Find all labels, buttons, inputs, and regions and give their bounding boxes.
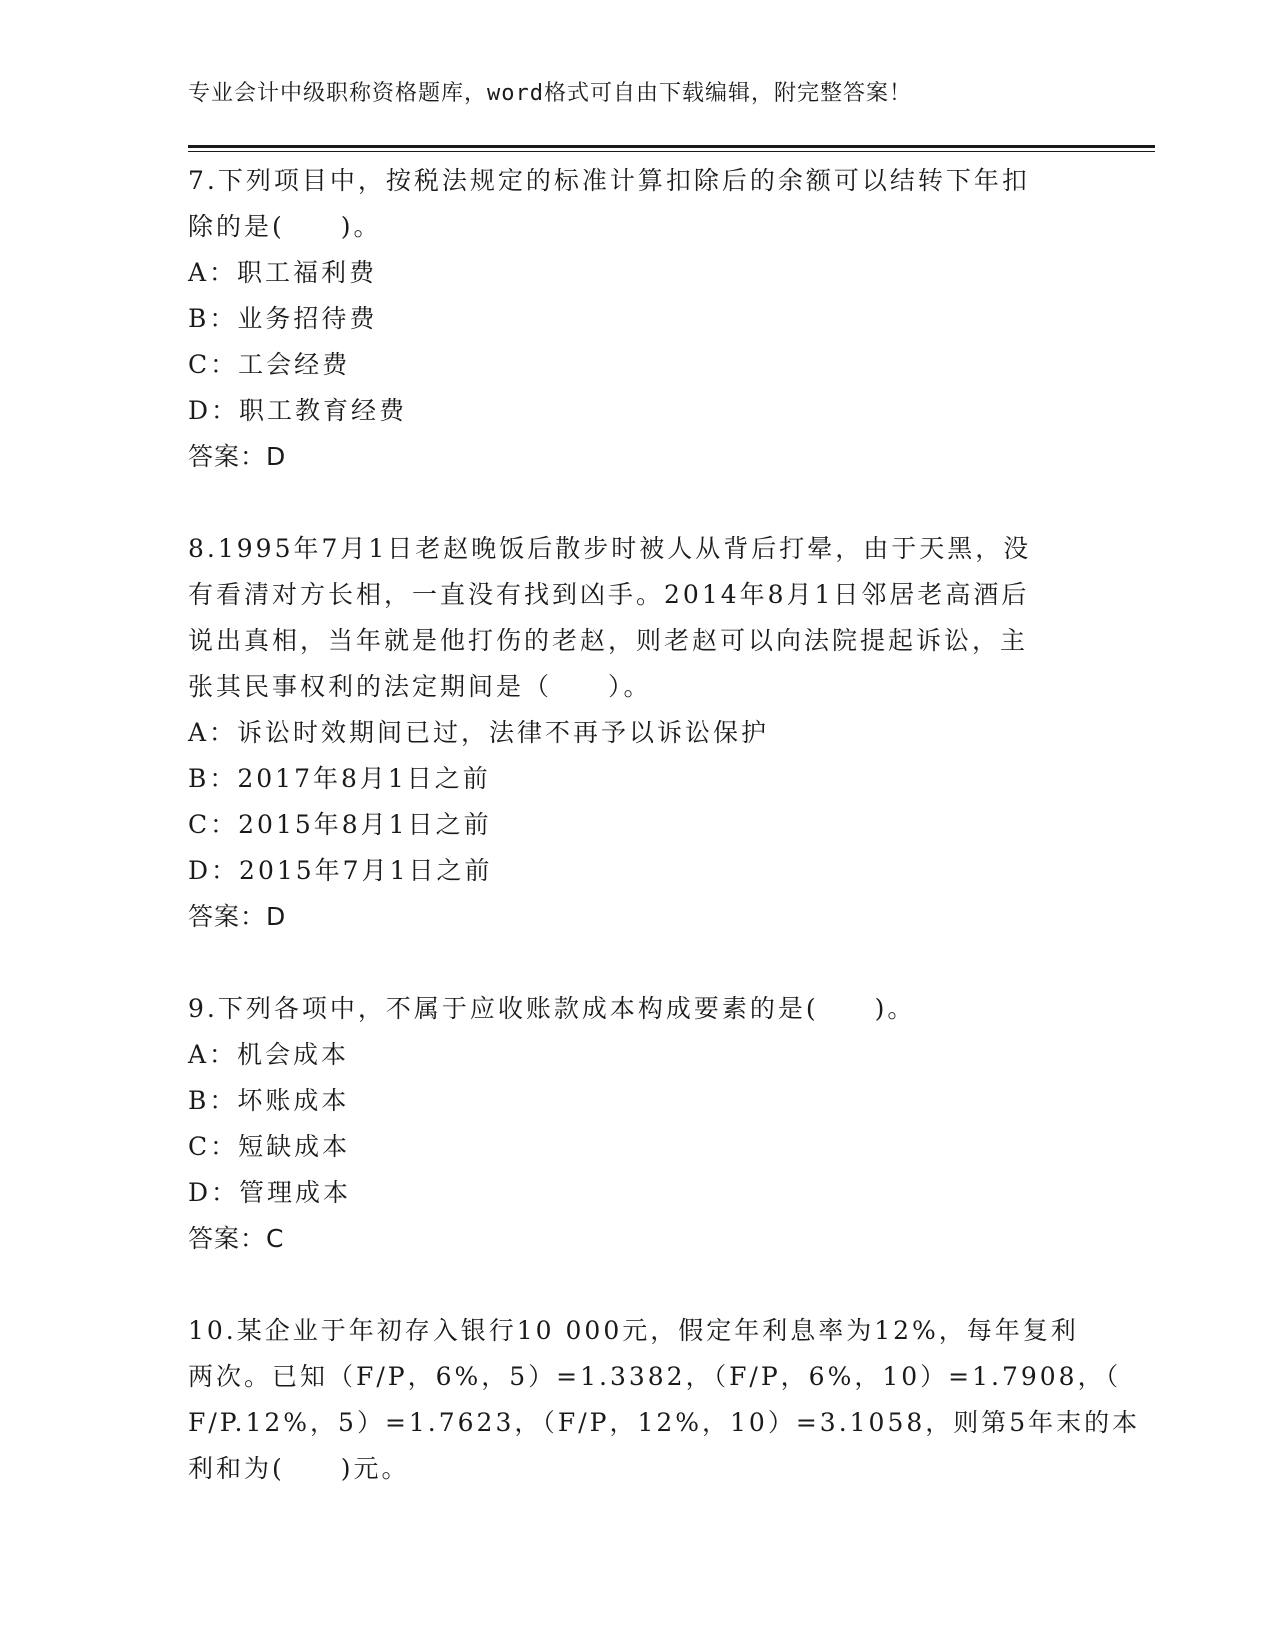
option-d: D：2015年7月1日之前 [188, 856, 493, 885]
question-9 [188, 986, 1088, 1262]
question-stem-line: 两次。已知（F/P，6%，5）=1.3382，（F/P，6%，10）=1.7908，（ [188, 1362, 1122, 1391]
option-a: A：机会成本 [188, 1040, 350, 1069]
answer-line: 答案：D [188, 442, 287, 471]
option-c: C：工会经费 [188, 350, 351, 379]
question-stem-line: 说出真相，当年就是他打伤的老赵，则老赵可以向法院提起诉讼，主 [188, 626, 1029, 655]
option-b: B：业务招待费 [188, 304, 378, 333]
question-stem-line: 张其民事权利的法定期间是（ ）。 [188, 672, 652, 701]
answer-line: 答案：D [188, 902, 287, 931]
question-10 [188, 1308, 1141, 1492]
question-stem-line: 有看清对方长相，一直没有找到凶手。2014年8月1日邻居老高酒后 [188, 580, 1030, 609]
question-stem-line: 10.某企业于年初存入银行10 000元，假定年利息率为12%，每年复利 [188, 1316, 1079, 1345]
option-b: B：2017年8月1日之前 [188, 764, 491, 793]
option-a: A：诉讼时效期间已过，法律不再予以诉讼保护 [188, 718, 770, 747]
header-rule-thin [188, 151, 1155, 152]
option-c: C：2015年8月1日之前 [188, 810, 492, 839]
option-d: D：职工教育经费 [188, 396, 408, 425]
question-stem-line: 9.下列各项中，不属于应收账款成本构成要素的是( )。 [188, 994, 916, 1023]
question-stem-line: 7.下列项目中，按税法规定的标准计算扣除后的余额可以结转下年扣 [188, 166, 1030, 195]
question-list [188, 158, 1141, 1492]
question-spacer [188, 940, 1088, 986]
option-c: C：短缺成本 [188, 1132, 351, 1161]
option-d: D：管理成本 [188, 1178, 352, 1207]
question-stem-line: 利和为( )元。 [188, 1454, 410, 1483]
option-a: A：职工福利费 [188, 258, 378, 287]
question-8 [188, 526, 1088, 940]
header-rule-thick [188, 145, 1155, 148]
question-spacer [188, 480, 1088, 526]
question-spacer [188, 1262, 1088, 1308]
question-stem-line: 8.1995年7月1日老赵晚饭后散步时被人从背后打晕，由于天黑，没 [188, 534, 1032, 563]
question-7 [188, 158, 1088, 480]
question-stem-line: F/P.12%，5）=1.7623，（F/P，12%，10）=3.1058，则第5年末的本 [188, 1408, 1141, 1437]
option-b: B：坏账成本 [188, 1086, 350, 1115]
question-stem-line: 除的是( )。 [188, 212, 382, 241]
document-header: 专业会计中级职称资格题库，word格式可自由下载编辑，附完整答案！ [188, 81, 912, 106]
answer-line: 答案：C [188, 1224, 285, 1253]
